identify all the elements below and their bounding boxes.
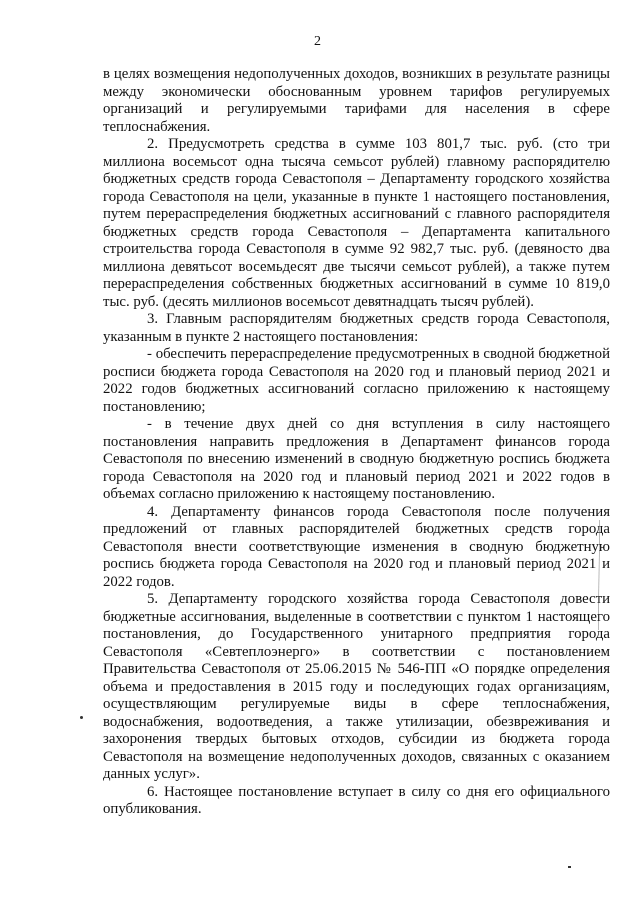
paragraph-5: 5. Департаменту городского хозяйства города Севастополя довести бюджетные ассигнования, выделенные в соответствии с пунктом 1 настоящего постановления, до Государственного унитарного предприятия города Севастополя «Севтеплоэнерго» в соответствии с постановлением Правительства Севастополя от 25.06.2015 № 546-ПП «О порядке определения объема и предоставления в 2015 году и последующих годах организациям, осуществляющим регулируемые виды в сфере теплоснабжения, водоснабжения, водоотведения, а также утилизации, обезвреживания и захоронения твердых бытовых отходов, субсидии из бюджета города Севастополя на возмещение недополученных доходов, связанных с оказанием данных услуг». (103, 591, 610, 782)
paragraph-1-continuation: в целях возмещения недополученных доходов, возникших в результате разницы между экономически обоснованным уровнем тарифов регулируемых организаций и регулируемыми тарифами для населения в сфере теплоснабжения. (103, 66, 610, 135)
paragraph-4: 4. Департаменту финансов города Севастополя после получения предложений от главных распорядителей бюджетных средств города Севастополя внести соответствующие изменения в сводную бюджетную роспись бюджета города Севастополя на 2020 год и плановый период 2021 и 2022 годов. (103, 503, 610, 590)
page-number: 2 (314, 34, 321, 49)
paragraph-2: 2. Предусмотреть средства в сумме 103 801,7 тыс. руб. (сто три миллиона восемьсот одна тысяча семьсот рублей) главному распорядителю бюджетных средств города Севастополя – Департаменту городского хозяйства города Севастополя на цели, указанные в пункте 1 настоящего постановления, путем перераспределения бюджетных ассигнований с главного распорядителя бюджетных средств города Севастополя – Департамента капитального строительства города Севастополя в сумме 92 982,7 тыс. руб. (девяносто два миллиона девятьсот восемьдесят две тысячи семьсот рублей), а также путем перераспределения собственных бюджетных ассигнований в сумме 10 819,0 тыс. руб. (десять миллионов восемьсот девятнадцать тысяч рублей). (103, 136, 610, 310)
scan-speck (568, 866, 571, 868)
paragraph-3: 3. Главным распорядителям бюджетных средств города Севастополя, указанным в пункте 2 настоящего постановления: (103, 311, 610, 345)
scan-speck (80, 716, 83, 719)
paragraph-6: 6. Настоящее постановление вступает в силу со дня его официального опубликования. (103, 783, 610, 817)
paragraph-3-item-1: - обеспечить перераспределение предусмотренных в сводной бюджетной росписи бюджета города Севастополя на 2020 год и плановый период 2021 и 2022 годов бюджетных ассигнований согласно приложению к настоящему постановлению; (103, 346, 610, 415)
document-body (103, 66, 610, 819)
paragraph-3-item-2: - в течение двух дней со дня вступления в силу настоящего постановления направить предложения в Департамент финансов города Севастополя по внесению изменений в сводную бюджетную роспись бюджета города Севастополя на 2020 год и плановый период 2021 и 2022 годов в объемах согласно приложению к настоящему постановлению. (103, 416, 610, 502)
scan-pen-mark (598, 520, 600, 630)
